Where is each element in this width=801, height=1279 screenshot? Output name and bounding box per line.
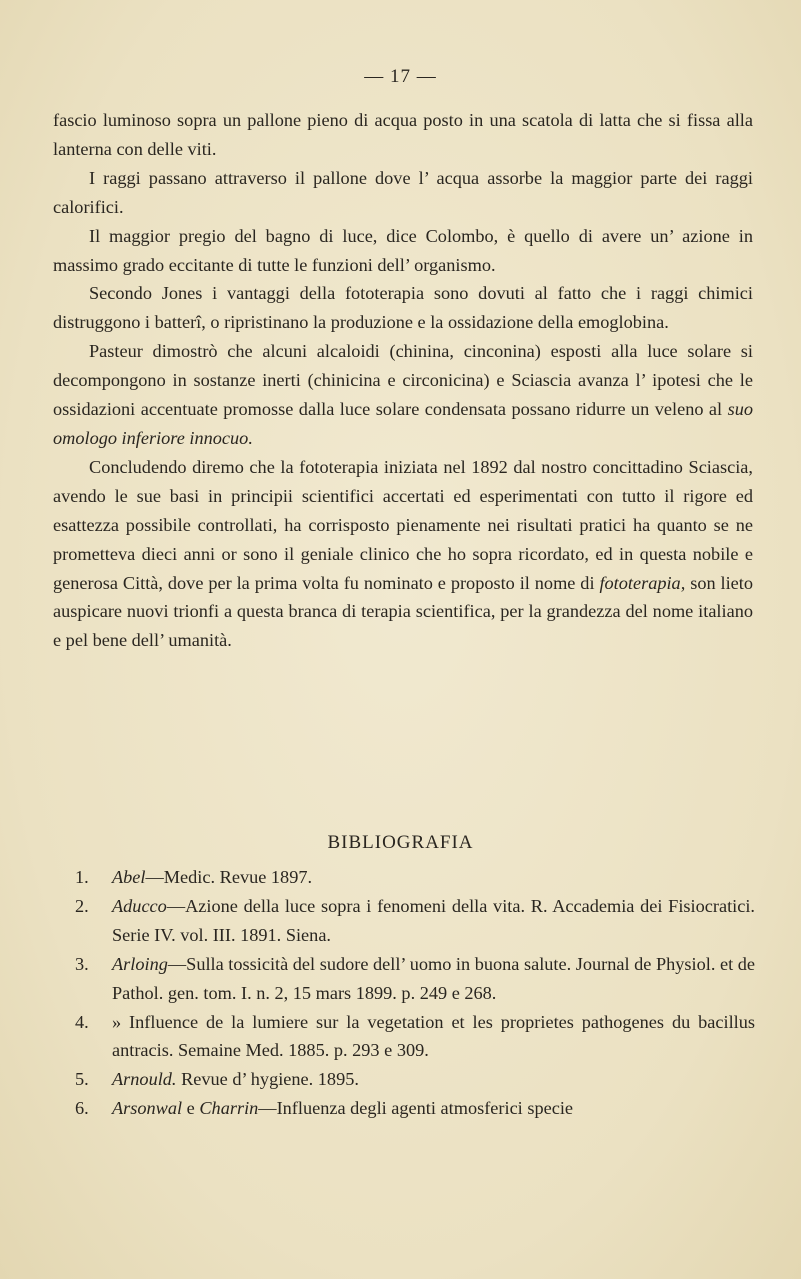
paragraph-5 [53,337,753,453]
paragraph-4: Secondo Jones i vantaggi della fototerapia sono dovuti al fatto che i raggi chimici distruggono i batterî, o ripristinano la produzione e la ossidazione della emoglobina. [53,283,753,333]
entry-number: 3. [75,953,89,974]
bibliography-entry [75,892,755,950]
paragraph-2: I raggi passano attraverso il pallone dove l’ acqua assorbe la maggior parte dei raggi calorifici. [53,167,753,217]
entry-text: —Sulla tossicità del sudore dell’ uomo in buona salute. Journal de Physiol. et de Pathol. gen. tom. I. n. 2, 15 mars 1899. p. 249 e 268. [112,953,755,1003]
entry-number: 4. [75,1011,89,1032]
entry-number: 6. [75,1098,89,1119]
entry-author: Arsonwal [112,1098,183,1119]
entry-text: e [182,1098,200,1119]
paragraph-6-tail: son lieto auspicare nuovi trionfi a questa branca di terapia scientifica, per la grandezza del nome italiano e pel bene dell’ umanità. [53,572,753,651]
entry-author: Abel [112,867,146,887]
paragraph-6 [53,453,753,655]
body-text [53,106,753,655]
bibliography-entry [75,1008,755,1066]
entry-author: Arnould. [112,1069,177,1090]
page-number: — 17 — [364,66,437,87]
bibliography-heading: BIBLIOGRAFIA [327,832,474,853]
entry-text: —Azione della luce sopra i fenomeni della vita. R. Accademia dei Fisiocratici. Serie IV. vol. III. 1891. Siena. [112,895,755,945]
paragraph-3: Il maggior pregio del bagno di luce, dice Colombo, è quello di avere un’ azione in massimo grado eccitante di tutte le funzioni dell’ organismo. [53,225,753,275]
paragraph-5-text: Pasteur dimostrò che alcuni alcaloidi (chinina, cinconina) esposti alla luce solare si decompongono in sostanze inerti (chinicina e circonicina) e Sciascia avanza l’ ipotesi che le ossidazioni accentuate promosse dalla luce solare condensata possano ridurre un veleno al [53,341,753,420]
entry-text: Revue d’ hygiene. 1895. [176,1069,359,1090]
entry-number: 1. [75,867,89,887]
bibliography-entry [75,950,755,1008]
entry-author: Aducco [112,895,167,916]
entry-number: 5. [75,1069,89,1090]
entry-author-2: Charrin [199,1098,259,1119]
entry-text: —Medic. Revue 1897. [145,867,313,887]
entry-text-2: —Influenza degli agenti atmosferici specie [258,1098,574,1119]
entry-number: 2. [75,895,89,916]
paragraph-5-italic: suo omologo inferiore innocuo. [53,399,753,448]
bibliography-entry [75,1065,755,1094]
entry-author: Arloing [112,953,168,974]
bibliography-entry [75,863,755,892]
bibliography-list [75,863,755,1123]
paragraph-1: fascio luminoso sopra un pallone pieno di acqua posto in una scatola di latta che si fissa alla lanterna con delle viti. [53,110,753,159]
entry-text: » Influence de la lumiere sur la vegetation et les proprietes pathogenes du bacillus antracis. Semaine Med. 1885. p. 293 e 309. [112,1011,755,1061]
paragraph-6-italic: fototerapia, [599,572,686,593]
paragraph-6-text: Concludendo diremo che la fototerapia iniziata nel 1892 dal nostro concittadino Sciascia, avendo le sue basi in principii scientifici accertati ed esperimentati con tutto il rigore ed esattezza possibile controllati, ha corrisposto pienamente nei risultati pratici ha quanto se ne prometteva dieci anni or sono il geniale clinico che ho sopra ricordato, ed in questa nobile e generosa Città, dove per la prima volta fu nominato e proposto il nome di [53,456,753,593]
bibliography-entry [75,1094,755,1123]
